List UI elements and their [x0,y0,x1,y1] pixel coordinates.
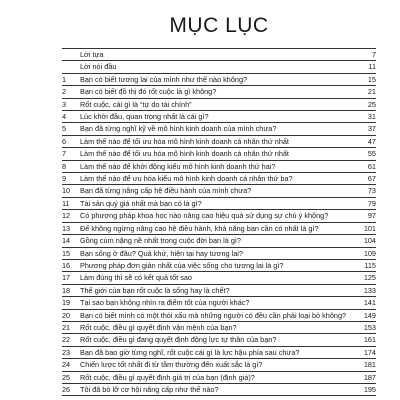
toc-entry-number [62,49,76,50]
toc-entry-page: 149 [363,310,376,320]
toc-entry-number: 1 [62,74,67,84]
toc-entry-number: 9 [62,174,67,184]
toc-entry-page: 187 [363,372,376,382]
toc-entry-number [62,61,76,62]
toc-entry-title: Để không ngừng nâng cao hệ điều hành, khả năng bạn cần có nhất là gì? [80,223,319,233]
toc-entry[interactable] [62,161,376,173]
toc-entry-title: Gồng cùm nặng nề nhất trong cuộc đời bạn là gì? [80,236,241,246]
toc-entry-number: 14 [62,236,71,246]
toc-entry[interactable] [62,173,376,185]
toc-entry-page: 153 [363,322,376,332]
toc-entry[interactable] [62,111,376,123]
toc-entry-page: 67 [367,174,376,184]
toc-entry-title: Lúc khởi đầu, quan trọng nhất là cái gì? [80,112,209,122]
toc-entry-title: Lời tựa [80,50,104,59]
toc-entry-number: 20 [62,310,71,320]
toc-entry-number: 16 [62,260,71,270]
toc-entry-number: 4 [62,112,67,122]
toc-entry[interactable] [62,210,376,222]
toc-entry-title: Làm thế nào để tối ưu hóa mô hình kinh doanh cá nhân thứ nhất [80,136,289,146]
toc-entry-number: 5 [62,124,67,134]
toc-entry-page: 73 [367,186,376,196]
toc-entry-number: 19 [62,298,71,308]
toc-entry-title: Rốt cuộc, điều gì quyết định giá trị của bạn (định giá)? [80,372,255,382]
toc-entry-number: 12 [62,211,71,221]
toc-entry-page: 61 [367,161,376,171]
toc-entry-page: 174 [363,347,376,357]
toc-entry-title: Tôi đã bỏ lỡ cơ hội nâng cấp như thế nào? [80,384,219,394]
toc-entry-page: 195 [363,384,376,394]
toc-entry-title: Tại sao bạn không nhìn ra điểm tốt của người khác? [80,298,250,308]
toc-entry[interactable] [62,372,376,384]
toc-entry-number: 6 [62,136,67,146]
toc-entry-page: 31 [367,112,376,122]
toc-entry[interactable] [62,223,376,235]
toc-entry-page: 181 [363,360,376,370]
toc-entry-number: 18 [62,285,71,295]
toc-entry-page: 133 [363,285,376,295]
toc-entry-page: 109 [363,248,376,258]
toc-entry-title: Rốt cuộc, điều gì quyết định vận mệnh của bạn? [80,322,237,332]
toc-entry[interactable] [62,198,376,210]
toc-entry-page: 79 [367,198,376,208]
toc-entry-page: 161 [363,335,376,345]
toc-entry[interactable] [62,285,376,297]
toc-entry-title: Làm thế nào để tối ưu hóa mô hình kinh doanh cá nhân thứ nhất [80,149,289,159]
toc-entry-number: 11 [62,198,70,208]
toc-entry-page: 25 [367,99,376,109]
toc-entry[interactable] [62,322,376,334]
toc-entry-number: 2 [62,87,67,97]
toc-entry-page: 141 [363,298,376,308]
toc-entry-title: Rốt cuộc, điều gì đang quyết định động lực tự thân của bạn? [80,335,277,345]
toc-entry-number: 23 [62,347,71,357]
toc-entry-title: Tài sản quý giá nhất mà bạn có là gì? [80,198,202,208]
toc-entry-number: 22 [62,335,71,345]
toc-entry-page: 104 [363,236,376,246]
toc-entry[interactable] [62,297,376,309]
toc-entry-page: 37 [367,124,376,134]
toc-entry-number: 13 [62,223,71,233]
toc-entry-number: 25 [62,372,71,382]
toc-entry[interactable] [62,74,376,86]
toc-entry-title: Làm đúng thì sẽ có kết quả tốt sao [80,273,192,283]
toc-entry[interactable] [62,136,376,148]
page-title: MỤC LỤC [169,14,269,37]
toc-entry-page: 55 [367,149,376,159]
toc-entry-title: Làm thế nào để ưu hóa kiểu mô hình kinh doanh cá nhân thứ ba? [80,174,293,184]
toc-entry-title: Chiến lược tốt nhất đi từ tầm thường đến xuất sắc là gì? [80,360,263,370]
toc-entry-number: 17 [62,273,71,283]
toc-entry-page: 7 [371,50,376,59]
toc-entry-number: 8 [62,161,67,171]
toc-entry-page: 21 [367,87,376,97]
toc-entry[interactable] [62,347,376,359]
toc-entry-number: 26 [62,384,71,394]
toc-entry-title: Lời nói đầu [80,62,117,72]
toc-entry-page: 115 [364,260,376,270]
toc-entry[interactable] [62,272,376,284]
toc-entry[interactable] [62,185,376,197]
toc-entry[interactable] [62,61,376,73]
toc-entry-title: Bạn sống ở đâu? Quá khứ, hiện tại hay tương lai? [80,248,243,258]
toc-entry-number: 10 [62,186,71,196]
toc-entry-title: Bạn đã từng nâng cấp hệ điều hành của mình chưa? [80,186,252,196]
toc-entry-number: 24 [62,360,71,370]
toc-entry[interactable] [62,248,376,260]
toc-entry[interactable] [62,310,376,322]
toc-entry-number: 3 [62,99,67,109]
toc-entry[interactable] [62,123,376,135]
toc-entry[interactable] [62,99,376,111]
toc-entry-page: 101 [363,223,376,233]
toc-entry[interactable] [62,86,376,98]
toc-entry[interactable] [62,384,376,396]
toc-entry-number: 7 [62,149,67,159]
toc-entry[interactable] [62,359,376,371]
toc-entry-number: 15 [62,248,71,258]
toc-entry-title: Bạn đã bao giờ từng nghĩ, rốt cuộc cái gì là lực hậu phía sau chưa? [80,347,300,357]
toc-entry-title: Bạn có biết mình có một thói xấu mà những người có đều cần phải loại bỏ không? [80,310,347,320]
toc-entry-title: Bạn đã từng nghĩ kỹ về mô hình kinh doanh của mình chưa? [80,124,277,134]
toc-entry-title: Bạn có biết tương lai của mình như thế nào không? [80,74,248,84]
toc-entry-title: Phương pháp đơn giản nhất của việc sống cho tương lai là gì? [80,260,284,270]
toc-entry-page: 15 [367,74,376,84]
toc-entry[interactable] [62,235,376,247]
toc-entry[interactable] [62,48,376,61]
toc-list [62,48,376,396]
toc-entry-page: 97 [367,211,376,221]
toc-entry[interactable] [62,334,376,346]
toc-entry-title: Rốt cuộc, cái gì là “tự do tài chính” [80,99,192,109]
toc-entry[interactable] [62,260,376,272]
toc-entry-page: 125 [363,273,376,283]
toc-entry-title: Thế giới của bạn rốt cuộc là sống hay là chết? [80,285,230,295]
toc-entry-number: 21 [62,322,71,332]
toc-entry[interactable] [62,148,376,160]
toc-entry-title: Bạn có biết đồ thị đó rốt cuộc là gì không? [80,87,217,97]
toc-entry-page: 47 [367,136,376,146]
toc-entry-page: 11 [368,62,376,72]
toc-entry-title: Có phương pháp khoa học nào nâng cao hiệu quả sử dụng sự chú ý không? [80,211,329,221]
toc-entry-title: Làm thế nào để khởi động kiểu mô hình kinh doanh thứ hai? [80,161,276,171]
